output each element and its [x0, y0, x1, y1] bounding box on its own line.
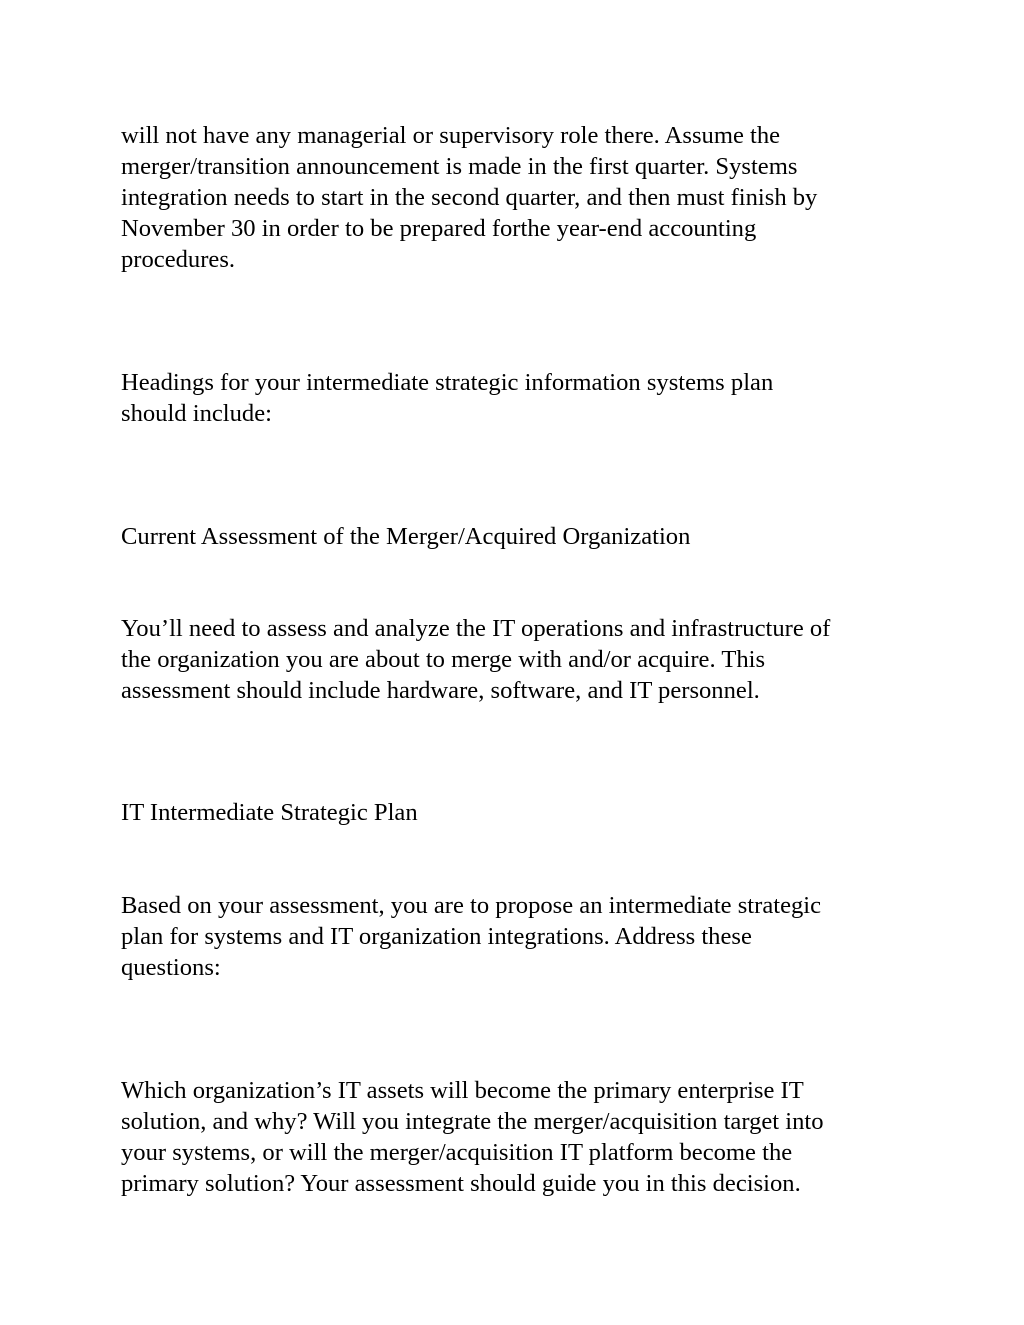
text-line: merger/transition announcement is made in the first quarter. Systems [121, 153, 798, 180]
text-line: your systems, or will the merger/acquisition IT platform become the [121, 1139, 793, 1166]
text-line: should include: [121, 400, 272, 427]
section-heading-strategic-plan: IT Intermediate Strategic Plan [121, 799, 418, 826]
text-line: Which organization’s IT assets will become the primary enterprise IT [121, 1077, 804, 1104]
text-line: the organization you are about to merge with and/or acquire. This [121, 646, 766, 673]
text-line: procedures. [121, 246, 236, 273]
text-line: primary solution? Your assessment should guide you in this decision. [121, 1170, 801, 1197]
text-line: You’ll need to assess and analyze the IT operations and infrastructure of [121, 615, 831, 642]
text-line: Headings for your intermediate strategic information systems plan [121, 369, 774, 396]
text-line: assessment should include hardware, software, and IT personnel. [121, 677, 760, 704]
section-heading-current-assessment: Current Assessment of the Merger/Acquired Organization [121, 523, 691, 550]
text-line: will not have any managerial or supervisory role there. Assume the [121, 122, 781, 149]
text-line: plan for systems and IT organization integrations. Address these [121, 923, 752, 950]
text-line: Based on your assessment, you are to propose an intermediate strategic [121, 892, 822, 919]
text-line: November 30 in order to be prepared forthe year-end accounting [121, 215, 757, 242]
text-line: solution, and why? Will you integrate the merger/acquisition target into [121, 1108, 824, 1135]
text-line: integration needs to start in the second quarter, and then must finish by [121, 184, 818, 211]
text-line: questions: [121, 954, 221, 981]
